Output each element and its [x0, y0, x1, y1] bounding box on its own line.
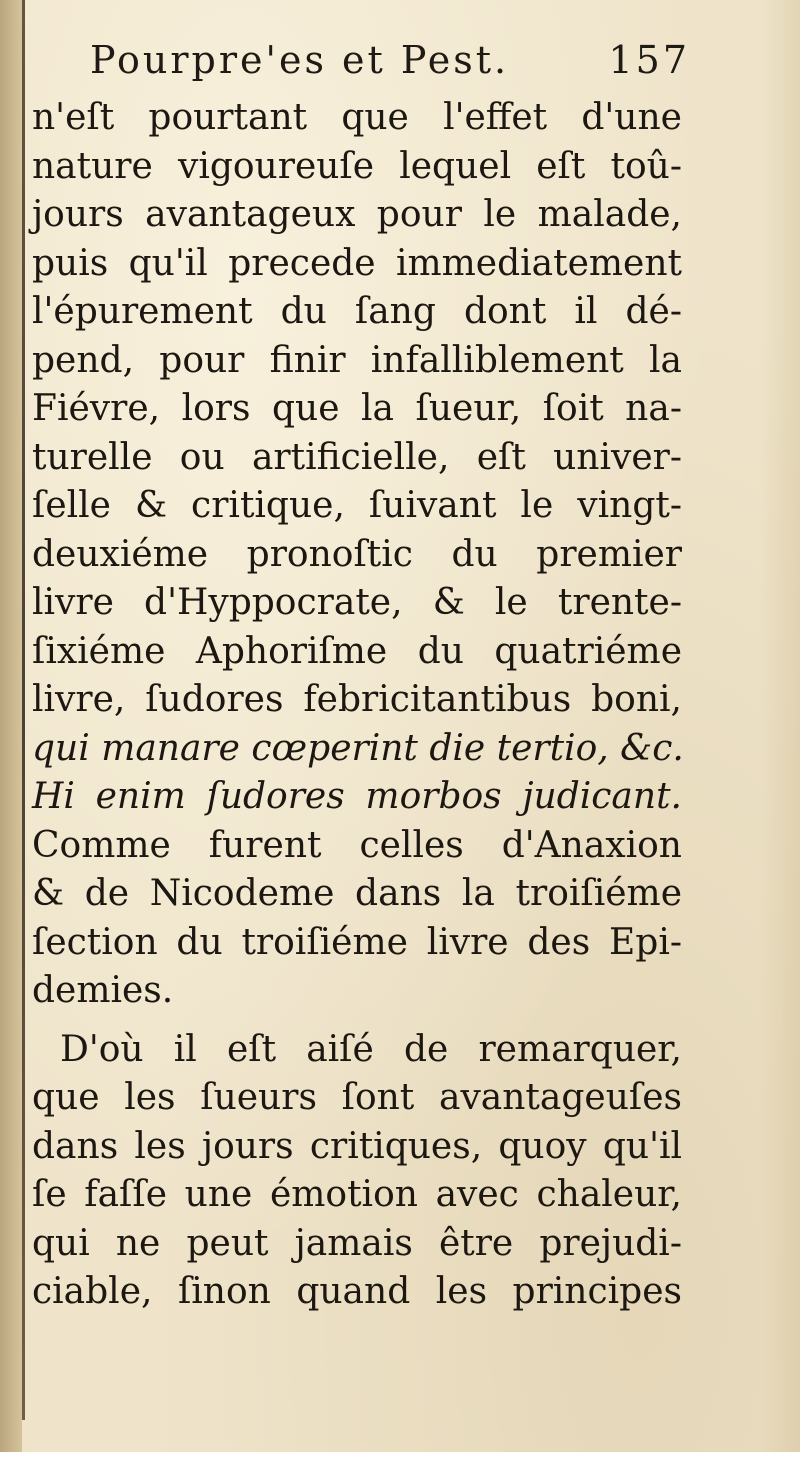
page-number: 157: [608, 38, 690, 82]
body-text: [32, 94, 682, 1317]
text-line: ſelle & critique, ſuivant le vingt-: [32, 485, 682, 526]
text-line: que les ſueurs ſont avantageuſes: [32, 1077, 682, 1118]
text-line: livre, ſudores febricitantibus boni,: [32, 679, 682, 720]
paragraph-start-line: D'où il eſt aiſé de remarquer,: [60, 1028, 682, 1070]
text-line: ciable, ſinon quand les principes: [32, 1271, 682, 1312]
page-bottom-margin: [0, 1452, 800, 1457]
running-title: Pourpre'es et Pest.: [90, 38, 510, 82]
text-line: ſixiéme Aphoriſme du quatriéme: [32, 630, 682, 672]
text-line: turelle ou artificielle, eſt univer-: [32, 436, 682, 478]
text-line: n'eſt pourtant que l'effet d'une: [32, 97, 682, 138]
text-line: l'épurement du ſang dont il dé-: [32, 291, 682, 332]
text-line: ſe faſſe une émotion avec chaleur,: [32, 1174, 682, 1215]
text-line: pend, pour finir infalliblement la: [32, 339, 682, 381]
text-line: deuxiéme pronoſtic du premier: [32, 533, 682, 575]
text-line: nature vigoureuſe lequel eſt toû-: [32, 145, 682, 187]
latin-quote-line: Hi enim ſudores morbos judicant.: [32, 776, 682, 817]
running-header: [90, 38, 690, 98]
text-line: ſection du troiſiéme livre des Epi-: [32, 921, 682, 963]
latin-quote-line: qui manare cœperint die tertio, &c.: [32, 727, 684, 769]
text-line: puis qu'il precede immediatement: [32, 242, 682, 284]
page-edge-line: [22, 0, 25, 1420]
text-line: Comme furent celles d'Anaxion: [32, 824, 682, 866]
text-line: & de Nicodeme dans la troiſiéme: [32, 873, 682, 914]
text-line: demies.: [32, 970, 174, 1011]
text-line: Fiévre, lors que la ſueur, ſoit na-: [32, 388, 682, 429]
text-line: dans les jours critiques, quoy qu'il: [32, 1125, 682, 1167]
text-line: jours avantageux pour le malade,: [32, 194, 682, 235]
page-gutter: [0, 0, 22, 1457]
text-line: livre d'Hyppocrate, & le trente-: [32, 582, 682, 623]
text-line: qui ne peut jamais être prejudi-: [32, 1222, 682, 1264]
